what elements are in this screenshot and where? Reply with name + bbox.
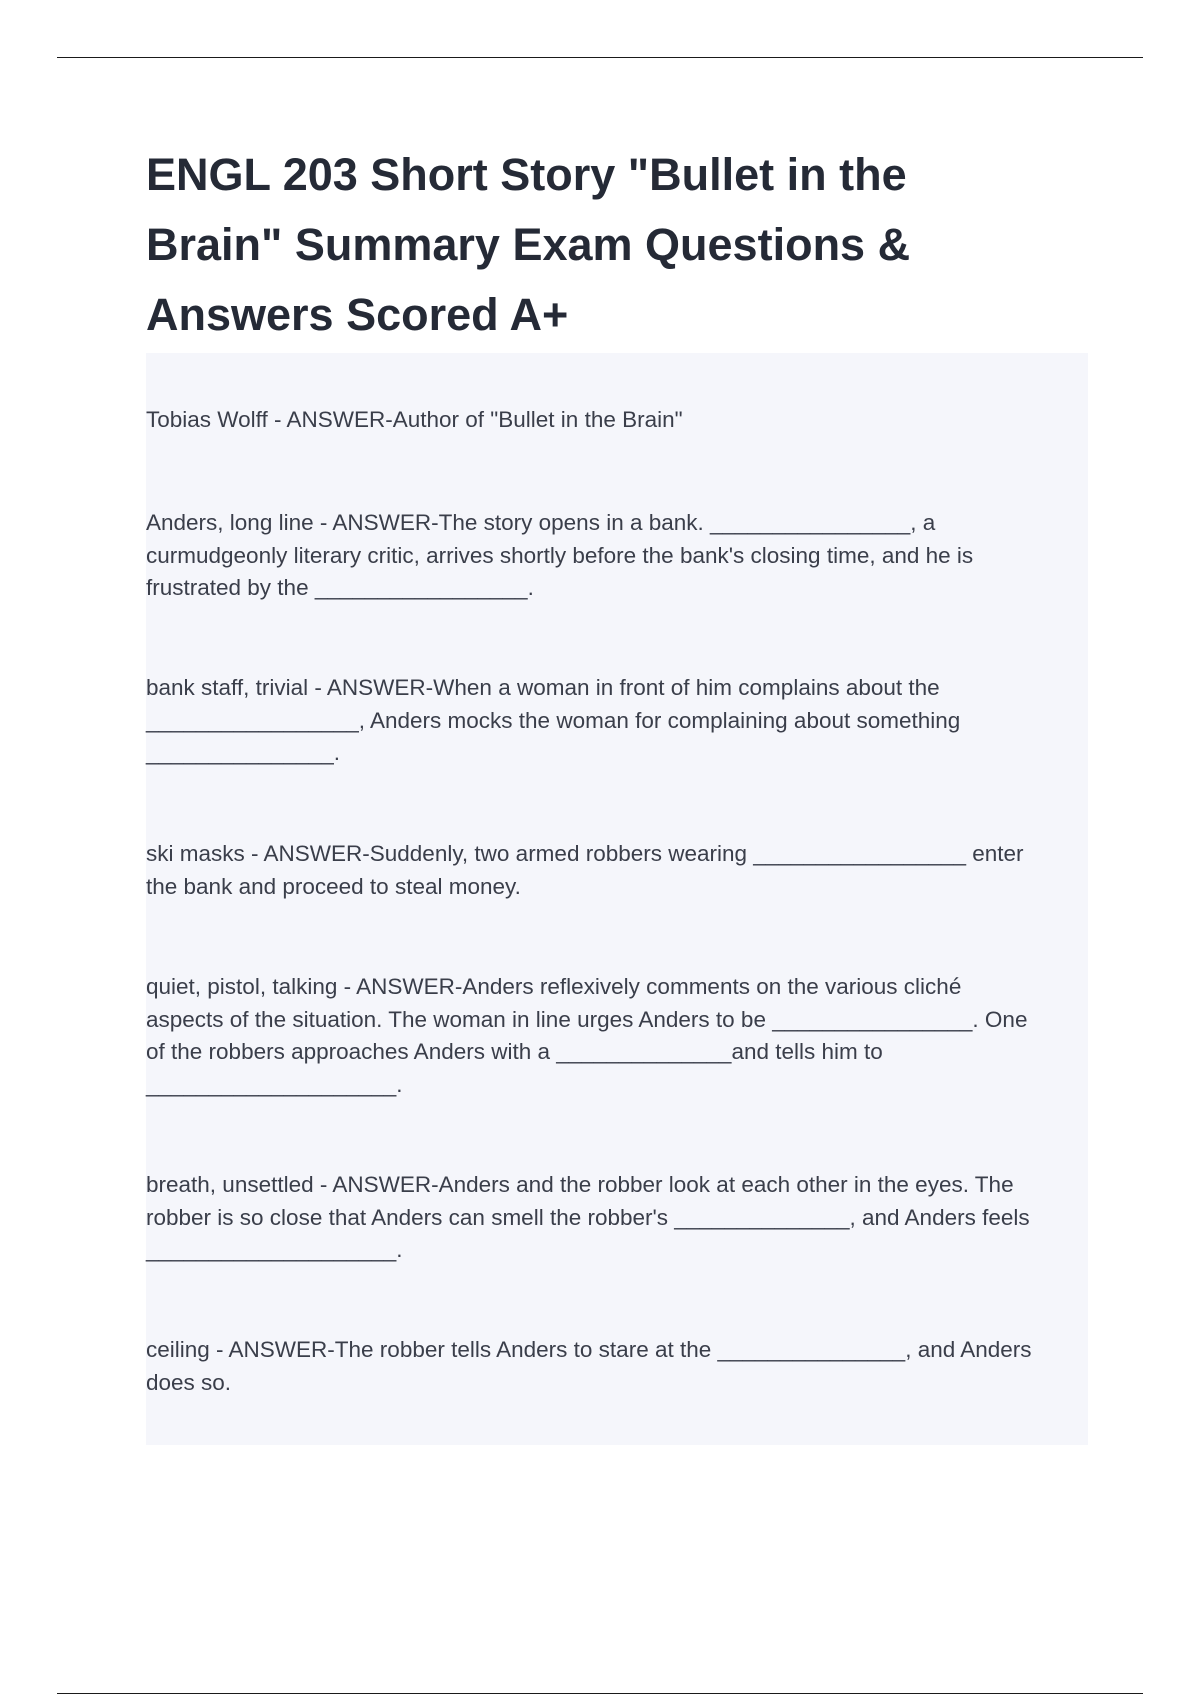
- top-rule: [57, 57, 1143, 58]
- qa-item-bank-staff-trivial: bank staff, trivial - ANSWER-When a woman in front of him complains about the _________________, Anders mocks the woman for complaining about something _______________.: [146, 675, 961, 765]
- document-title: ENGL 203 Short Story "Bullet in the Brain" Summary Exam Questions & Answers Scored A+: [146, 149, 911, 340]
- qa-item-quiet-pistol-talking: quiet, pistol, talking - ANSWER-Anders reflexively comments on the various cliché aspects of the situation. The woman in line urges Anders to be ________________. One of the robbers approaches Anders with a ______________and tells him to ____________________.: [146, 974, 1028, 1097]
- bottom-rule: [57, 1693, 1143, 1694]
- qa-item-author: Tobias Wolff - ANSWER-Author of "Bullet in the Brain": [146, 407, 683, 432]
- qa-item-anders-long-line: Anders, long line - ANSWER-The story opens in a bank. ________________, a curmudgeonly literary critic, arrives shortly before the bank's closing time, and he is frustrated by the _________________.: [146, 510, 974, 600]
- qa-item-breath-unsettled: breath, unsettled - ANSWER-Anders and the robber look at each other in the eyes. The robber is so close that Anders can smell the robber's ______________, and Anders feels ____________________.: [146, 1172, 1030, 1262]
- qa-item-ceiling: ceiling - ANSWER-The robber tells Anders to stare at the _______________, and Anders does so.: [146, 1337, 1032, 1395]
- qa-item-ski-masks: ski masks - ANSWER-Suddenly, two armed robbers wearing _________________ enter the bank and proceed to steal money.: [146, 841, 1024, 899]
